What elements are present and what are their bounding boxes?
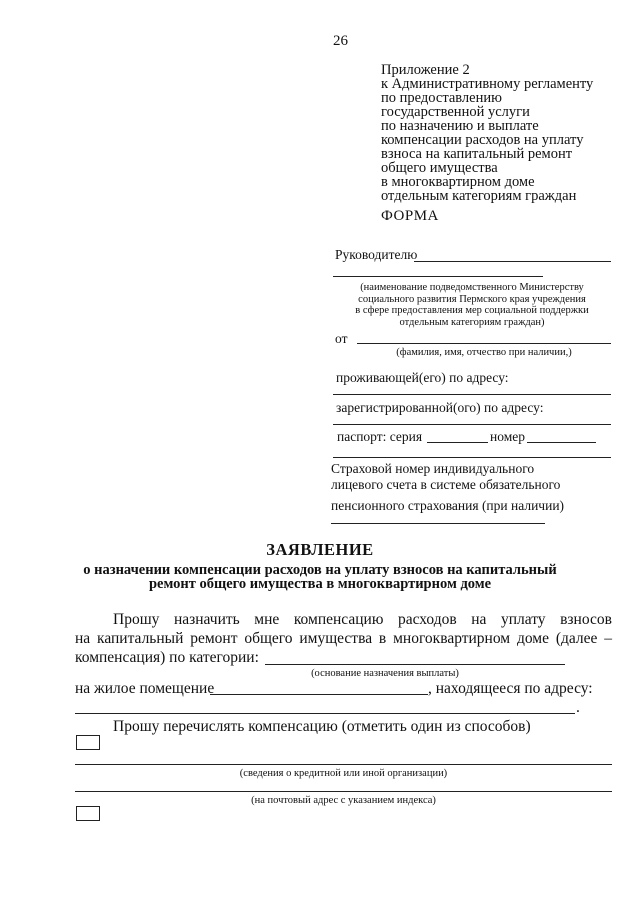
para-word: многоквартирном (393, 630, 511, 647)
residing-label: проживающей(его) по адресу: (336, 370, 509, 385)
annex-line: компенсации расходов на уплату (381, 132, 584, 148)
para-word: взносов (560, 611, 612, 628)
fio-hint: (фамилия, имя, отчество при наличии,) (396, 347, 572, 358)
para-word: компенсацию (293, 611, 384, 628)
passport-extra-field[interactable] (333, 457, 611, 458)
document-title: ЗАЯВЛЕНИЕ (266, 540, 374, 559)
para-word: на (471, 611, 487, 628)
period-mark: . (576, 699, 580, 716)
para-word: назначить (173, 611, 240, 628)
transfer-text: Прошу перечислять компенсацию (отметить один из способов) (113, 718, 531, 735)
annex-line: по назначению и выплате (381, 118, 539, 134)
passport-number-field[interactable] (527, 442, 596, 443)
premises-address-field[interactable] (75, 713, 575, 714)
para-word: – (604, 630, 612, 647)
snils-field[interactable] (331, 523, 545, 524)
annex-line: государственной услуги (381, 104, 530, 120)
bank-hint: (сведения о кредитной или иной организации) (239, 768, 448, 779)
para-word: общего (244, 630, 293, 647)
annex-line: взноса на капитальный ремонт (381, 146, 573, 162)
document-subtitle-line: о назначении компенсации расходов на уплату взносов на капитальный (83, 562, 557, 578)
para-word: на (75, 630, 91, 647)
from-label: от (335, 331, 348, 346)
basis-hint: (основание назначения выплаты) (311, 668, 459, 679)
applicant-name-field[interactable] (357, 343, 611, 344)
org-name-field[interactable] (333, 276, 543, 277)
snils-line: пенсионного страхования (при наличии) (331, 498, 565, 513)
snils-line: Страховой номер индивидуального (331, 461, 535, 476)
annex-line: в многоквартирном доме (381, 174, 535, 190)
para1-line3: компенсация) по категории: (75, 649, 259, 666)
category-field[interactable] (265, 664, 565, 665)
para1-line1 (113, 611, 612, 629)
annex-line: общего имущества (381, 160, 498, 176)
passport-series-field[interactable] (427, 442, 488, 443)
residing-address-field[interactable] (333, 394, 611, 395)
to-head-label: Руководителю (335, 247, 418, 262)
annex-line: отдельным категориям граждан (381, 188, 577, 204)
postal-hint: (на почтовый адрес с указанием индекса) (251, 795, 436, 806)
registered-label: зарегистрированной(ого) по адресу: (336, 400, 544, 415)
para-word: доме (516, 630, 549, 647)
bank-option-checkbox[interactable] (76, 735, 100, 750)
premises-field[interactable] (210, 694, 428, 695)
para-word: Прошу (113, 611, 160, 628)
org-hint-line: в сфере предоставления мер социальной поддержки (355, 305, 589, 316)
passport-number-label: номер (490, 429, 526, 444)
bank-details-field[interactable] (75, 764, 612, 765)
premises-label: на жилое помещение (75, 680, 215, 697)
form-label: ФОРМА (381, 208, 439, 224)
org-hint-line: (наименование подведомственного Министерству (360, 282, 584, 293)
org-hint (333, 282, 611, 328)
document-subtitle-line: ремонт общего имущества в многоквартирном доме (148, 576, 492, 592)
located-label: , находящееся по адресу: (428, 680, 593, 697)
para-word: имущества (299, 630, 373, 647)
postal-option-checkbox[interactable] (76, 806, 100, 821)
para-word: ремонт (190, 630, 238, 647)
snils-label (331, 461, 564, 514)
para-word: мне (254, 611, 280, 628)
annex-line: по предоставлению (381, 90, 502, 106)
postal-address-field[interactable] (75, 791, 612, 792)
para-word: (далее (555, 630, 598, 647)
head-name-field[interactable] (414, 261, 611, 262)
annex-line: Приложение 2 (381, 62, 470, 78)
page-number: 26 (333, 33, 348, 49)
para1-line2 (75, 630, 612, 648)
org-hint-line: отдельным категориям граждан) (399, 316, 545, 328)
annex-line: к Административному регламенту (381, 76, 594, 92)
registered-address-field[interactable] (333, 424, 611, 425)
passport-series-label: паспорт: серия (337, 429, 423, 444)
annex-block (381, 63, 593, 203)
para-word: в (378, 630, 387, 647)
para-word: капитальный (97, 630, 184, 647)
snils-line: лицевого счета в системе обязательного (331, 477, 561, 492)
para-word: уплату (500, 611, 546, 628)
org-hint-line: социального развития Пермского края учреждения (358, 293, 586, 305)
para-word: расходов (397, 611, 457, 628)
